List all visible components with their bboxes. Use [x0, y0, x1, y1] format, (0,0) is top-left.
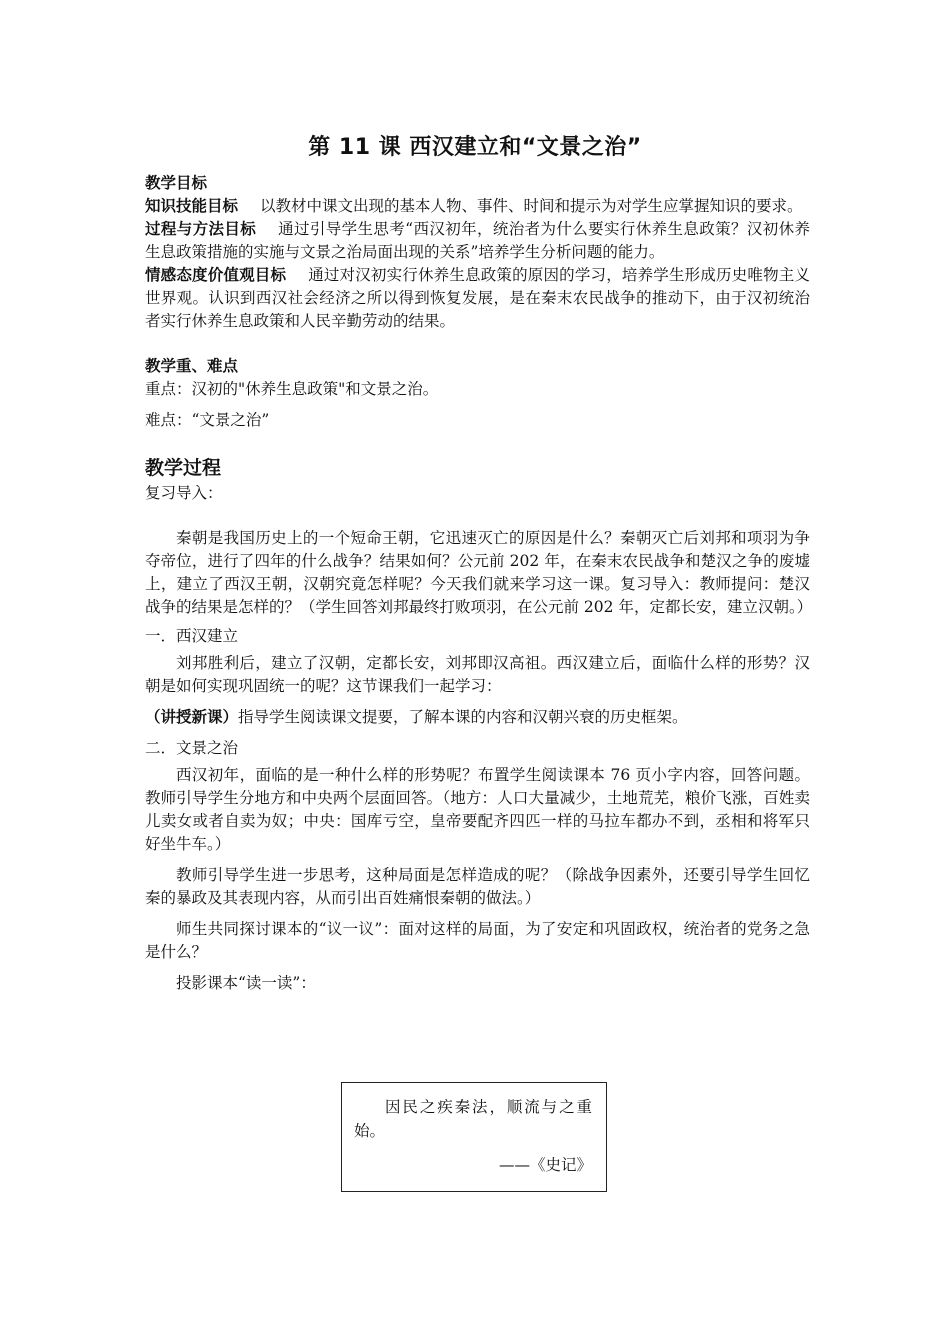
key-focus: 重点：汉初的"休养生息政策"和文景之治。: [145, 380, 439, 398]
objective-text: 通过对汉初实行休养生息政策的原因的学习，培养学生形成历史唯物主义世界观。认识到西汉社会经济之所以得到恢复发展，是在秦末农民战争的推动下，由于汉初统治者实行休养生息政策和人民辛勤劳动的结果。: [145, 266, 810, 330]
process-heading: 教学过程: [145, 457, 222, 479]
section-2-paragraph-2: 教师引导学生进一步思考，这种局面是怎样造成的呢？（除战争因素外，还要引导学生回忆秦的暴政及其表现内容，从而引出百姓痛恨秦朝的做法。）: [145, 866, 810, 907]
new-lesson-label: （讲授新课）: [145, 708, 239, 726]
objective-label: 过程与方法目标: [145, 220, 257, 238]
lesson-title: 第 11 课 西汉建立和“文景之治”: [308, 135, 642, 160]
objective-label: 情感态度价值观目标: [145, 266, 287, 284]
objective-text: 通过引导学生思考“西汉初年，统治者为什么要实行休养生息政策？汉初休养生息政策措施的实施与文景之治局面出现的关系”培养学生分析问题的能力。: [145, 220, 810, 261]
quote-text: 因民之疾秦法，顺流与之重始。: [354, 1098, 592, 1140]
section-1-title: 一．西汉建立: [145, 627, 239, 645]
section-1-paragraph: 刘邦胜利后，建立了汉朝，定都长安，刘邦即汉高祖。西汉建立后，面临什么样的形势？汉朝是如何实现巩固统一的呢？这节课我们一起学习：: [145, 654, 810, 695]
section-2-title: 二．文景之治: [145, 739, 239, 757]
new-lesson-text: 指导学生阅读课文提要，了解本课的内容和汉朝兴衰的历史框架。: [238, 708, 688, 726]
section-2-paragraph-4: 投影课本“读一读”：: [176, 974, 316, 992]
new-lesson-paragraph: [145, 706, 810, 729]
objective-emotion: [145, 264, 810, 333]
objective-label: 知识技能目标: [145, 197, 239, 215]
objectives-heading: 教学目标: [145, 174, 208, 192]
intro-paragraph: 秦朝是我国历史上的一个短命王朝，它迅速灭亡的原因是什么？秦朝灭亡后刘邦和项羽为争夺帝位，进行了四年的什么战争？结果如何？公元前 202 年，在秦末农民战争和楚汉之争的废墟上，建立了西汉王朝，汉朝究竟怎样呢？今天我们就来学习这一课。复习导入：教师提问：楚汉战争的结果是怎样的？（学生回答刘邦最终打败项羽，在公元前 202 年，定都长安，建立汉朝。）: [145, 529, 813, 616]
quote-box: [341, 1082, 607, 1192]
section-2-paragraph-1: 西汉初年，面临的是一种什么样的形势呢？布置学生阅读课本 76 页小字内容，回答问题。教师引导学生分地方和中央两个层面回答。（地方：人口大量减少，土地荒芜，粮价飞涨，百姓卖儿卖女或者自卖为奴；中央：国库亏空，皇帝要配齐四匹一样的马拉车都办不到，丞相和将军只好坐牛车。）: [145, 766, 810, 853]
objective-knowledge: [145, 195, 810, 218]
key-points-heading: 教学重、难点: [145, 357, 239, 375]
review-label: 复习导入：: [145, 484, 223, 502]
document-body: [145, 172, 813, 995]
objective-process: [145, 218, 810, 264]
objective-text: 以教材中课文出现的基本人物、事件、时间和提示为对学生应掌握知识的要求。: [260, 197, 803, 215]
quote-source: ——《史记》: [498, 1156, 592, 1174]
section-2-paragraph-3: 师生共同探讨课本的“议一议”：面对这样的局面，为了安定和巩固政权，统治者的党务之急是什么？: [145, 920, 810, 961]
key-difficulty: 难点：“文景之治”: [145, 411, 270, 429]
